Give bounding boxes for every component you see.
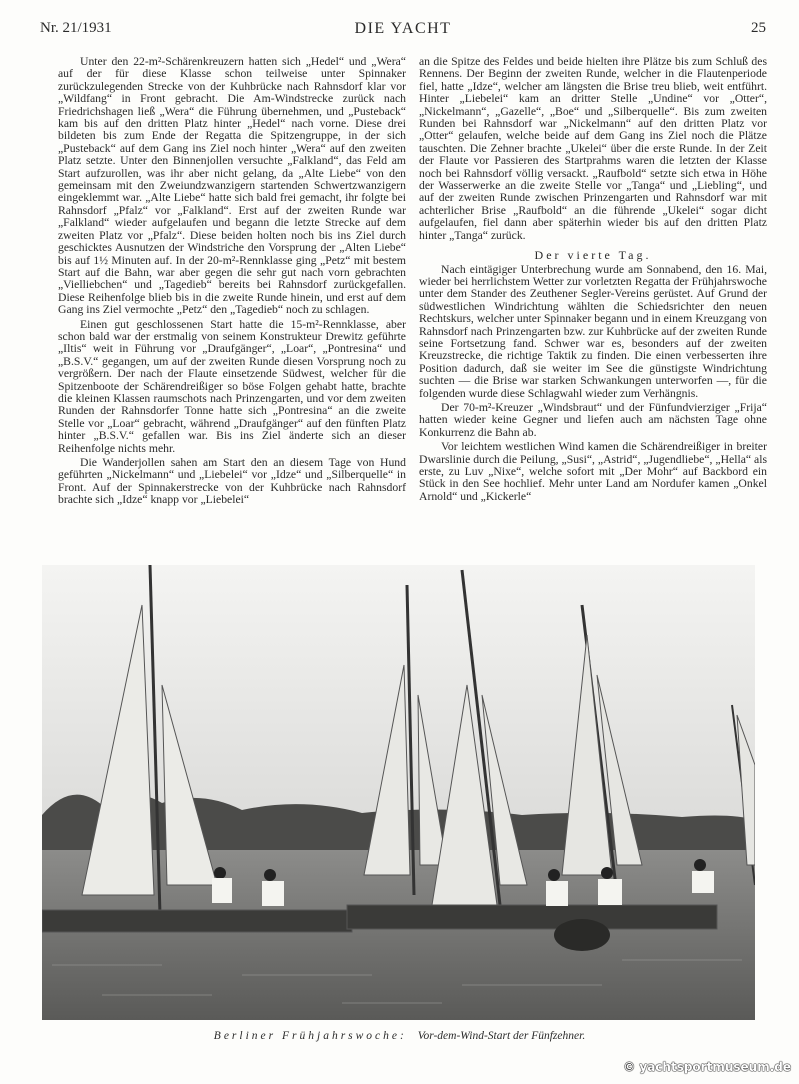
magazine-title: DIE YACHT: [354, 20, 452, 37]
buoy: [554, 919, 610, 951]
paragraph: Der 70-m²-Kreuzer „Windsbraut“ und der Fünfundvierziger „Frija“ hatten wieder keine Gegner und liefen auch am nächsten Tage ohne Konkurrenz die Bahn ab.: [419, 400, 767, 439]
caption-prefix: Berliner Frühjahrswoche:: [213, 1030, 407, 1042]
issue-number: Nr. 21/1931: [40, 20, 112, 36]
page-header: [40, 20, 766, 42]
paragraph-continuation: an die Spitze des Feldes und beide hielten ihre Plätze bis zum Schluß des Rennens. Der Beginn der zweiten Runde, welcher in die Flautenperiode fiel, hatte „Idze“, welcher am längsten die Brise treu blieb, weit entführt. Hinter „Liebelei“ kam an dritter Stelle „Undine“ vor „Otter“, „Nickelmann“, „Gazelle“, „Boe“ und „Silberquelle“. Bis zum zweiten Runden bei Rahnsdorf war „Nickelmann“ auf den dritten Platz vor „Otter“ gelaufen, welche beide auf dem Gang ins Ziel noch die Plätze tauschten. Die Zehner brachte „Ukelei“ über die erste Runde. In der Zeit der Flaute vor Passieren des Startprahms waren die letzten der Klasse noch bei Rahnsdorf völlig versackt. „Raufbold“ setzte sich etwa in Höhe der Wasserwerke an die zweite Stelle vor „Tanga“ und „Liebling“, und auf der zweiten Runde zwischen Prinzengarten und Rahnsdorf war mit achterlicher Brise „Raufbold“ an die führende „Ukelei“ sogar dicht aufgelaufen, fiel dann aber späterhin wieder bis auf den dritten Platz hinter „Tanga“ zurück.: [419, 55, 767, 242]
paragraph: Einen gut geschlossenen Start hatte die 15-m²-Rennklasse, aber schon bald war der erstmalig von seinem Konstrukteur Drewitz geführte „Iltis“ weit in Führung vor „Draufgänger“, „Loar“, „Pontresina“ und „B.S.V.“ gegangen, um auf der zweiten Runde diesen Vorsprung noch zu vergrößern. Der nach der Flaute einsetzende Südwest, welcher für die Spitzenboote der Schärendreißiger so böse Folgen gehabt hatte, brachte die kleinen Klassen raumschots nach Prinzengarten, und vor dem zweiten Runden der Rahnsdorfer Tonne hatte sich „Pontresina“ an die zweite Stelle vor „Loar“ gebracht, während „Draufgänger“ auf den fünften Platz hinter „B.S.V.“ gefallen war. Bis ins Ziel änderte sich an dieser Reihenfolge nichts mehr.: [58, 317, 406, 455]
page-number: 25: [751, 20, 766, 36]
paragraph: Die Wanderjollen sahen am Start den an diesem Tage von Hund geführten „Nickelmann“ und „Liebelei“ vor „Idze“ und „Silberquelle“ in Front. Auf der Spinnakerstrecke von der Kuhbrücke nach Rahnsdorf brachte sich „Idze“ knapp vor „Liebelei“: [58, 456, 406, 507]
left-column: [58, 56, 406, 509]
paragraph: Vor leichtem westlichen Wind kamen die Schärendreißiger in breiter Dwarslinie durch die Peilung, „Susi“, „Astrid“, „Jugendliebe“, „Hella“ als erste, zu Luv „Nixe“, welche sofort mit „Der Mohr“ auf Backbord ein Stück in den See hochlief. Mehr unter Land am Nordufer kamen „Onkel Arnold“ und „Kickerle“: [419, 440, 767, 503]
watermark: © yachtsportmuseum.de: [623, 1060, 791, 1074]
paragraph: Nach eintägiger Unterbrechung wurde am Sonnabend, den 16. Mai, wieder bei herrlichstem Wetter zur vorletzten Regatta der Frühjahrswoche unter dem Stander des Zeuthener Segler-Vereins gerüstet. Auf Grund der südwestlichen Windrichtung wählten die Schiedsrichter den neuen Rechtskurs, welcher unter Spinnaker begann und in einem Kreuzgang von Rahnsdorf nach Prinzengarten bzw. zur Kuhbrücke auf der zweiten Runde seine Fortsetzung fand. Schwer war es, besonders auf der zweiten Kreuzstrecke, die richtige Taktik zu finden. Die einen verbesserten ihre Position dadurch, daß sie weiter im See die günstigste Windrichtung suchten — die Brise war starken Schwankungen unterworfen —, für die folgenden wurde diese Schlagwahl wieder zum Verhängnis.: [419, 262, 767, 400]
section-heading: Der vierte Tag.: [534, 248, 652, 263]
paragraph: Unter den 22-m²-Schärenkreuzern hatten sich „Hedel“ und „Wera“ auf der für diese Klasse schon teilweise unter Spinnaker zurückzulegenden Strecke von der Kuhbrücke nach Rahnsdorf klar vor „Wildfang“ in Front gebracht. Die Am-Windstrecke zurück nach Friedrichshagen ließ „Wera“ die Führung übernehmen, und „Pusteback“ kam bis auf den dritten Platz hinter „Hedel“ nach vorne. Diese drei bildeten bis zum Ende der Regatta die Spitzengruppe, in der sich „Pusteback“ auf dem Gang ins Ziel noch hinter „Wera“ auf den zweiten Platz setzte. Unter den Binnenjollen versuchte „Falkland“, das Feld am Start aufzurollen, was ihr aber nicht gelang, da „Alte Liebe“ von den gemeinsam mit den Zweiundzwanzigern startenden Schwertzwanzigern eingeklemmt war. „Alte Liebe“ hatte sich bald frei gemacht, ihr folgte bei Rahnsdorf „Pfalz“ vor „Falkland“. Erst auf der zweiten Runde war „Falkland“ wieder aufgelaufen und begann die letzte Strecke auf dem zweiten Platz vor „Pfalz“. Diese beiden holten noch bis ins Ziel durch geschicktes Ausnutzen der Windstriche den Vorsprung der „Alten Liebe“ bis auf 1½ Minuten auf. In der 20-m²-Rennklasse ging „Petz“ mit bestem Start auf die Bahn, war aber gegen die sehr gut nach vorn gebrachten „Vielliebchen“ und „Tagedieb“ bereits bei Rahnsdorf zurückgefallen. Diese Reihenfolge blieb bis in die zweite Runde hinein, und erst auf dem Gang ins Ziel vermochte „Petz“ den „Tagedieb“ noch zu schlagen.: [58, 55, 406, 317]
caption-text: Vor-dem-Wind-Start der Fünfzehner.: [417, 1030, 586, 1042]
right-column: [419, 56, 767, 505]
sailing-photo: [42, 565, 755, 1020]
photo-caption: [0, 1030, 799, 1042]
